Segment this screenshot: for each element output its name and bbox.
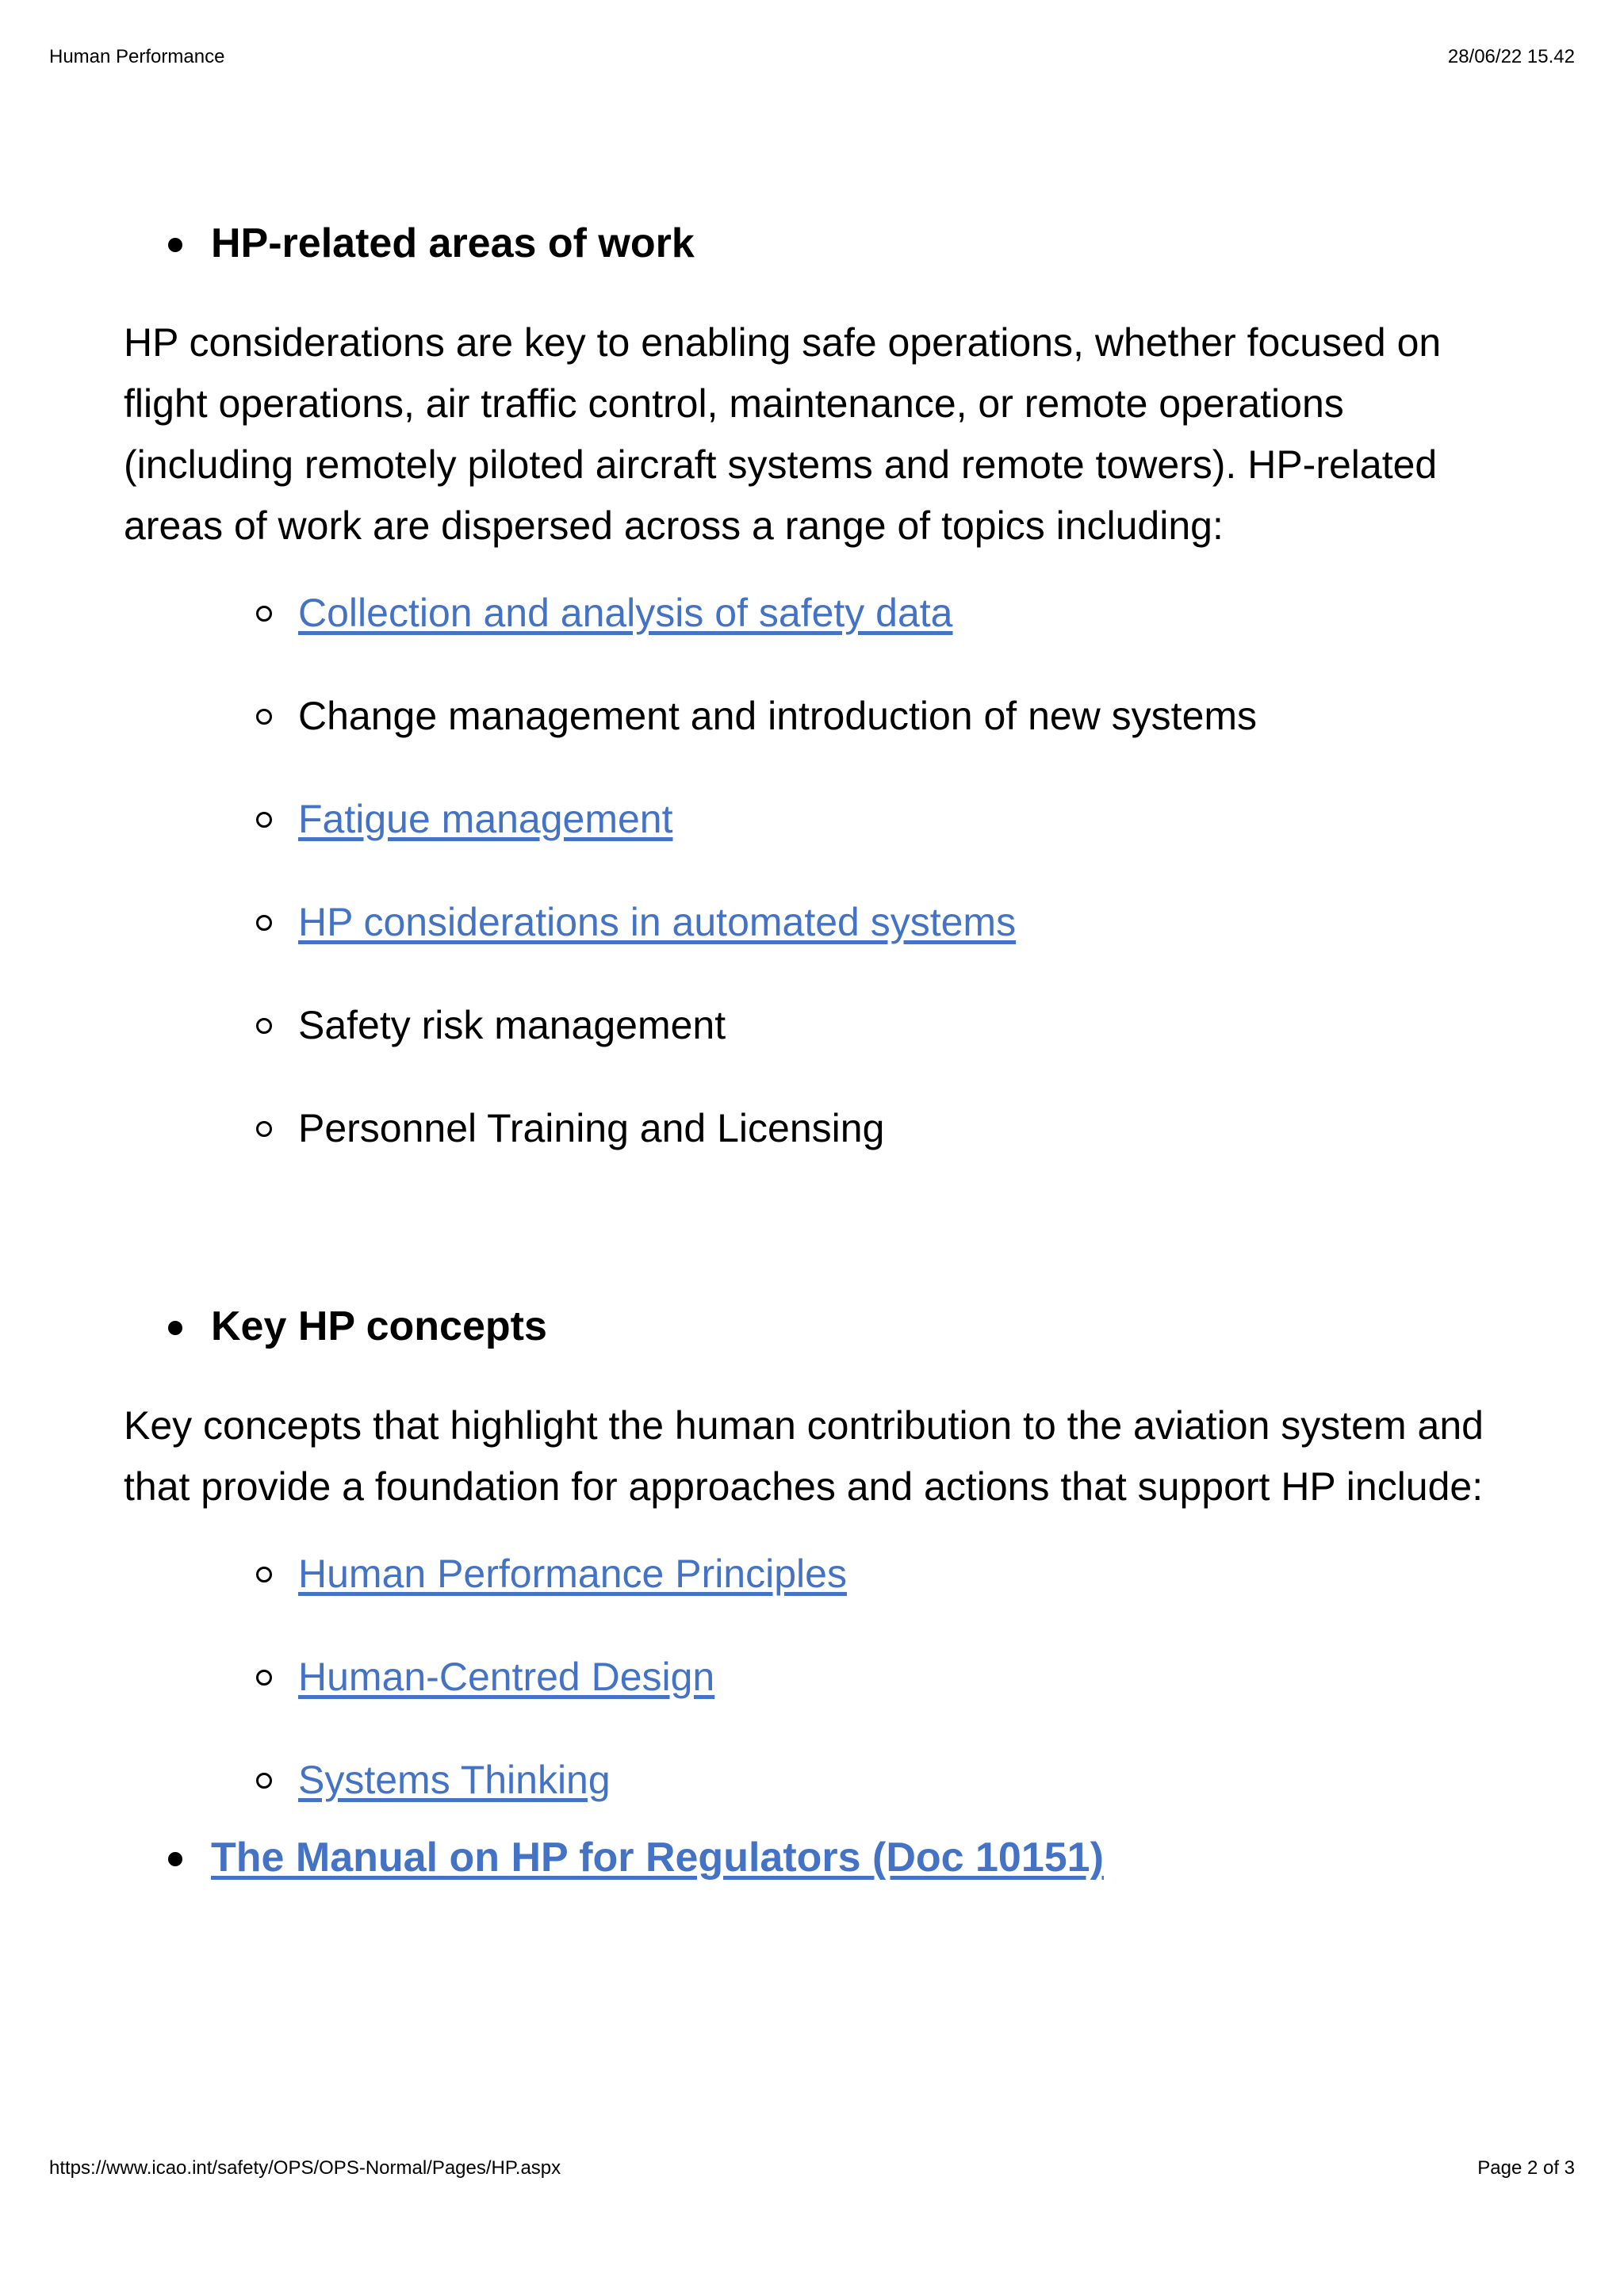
list-item[interactable] [124, 893, 1519, 951]
bullet-circle-icon [256, 1773, 272, 1789]
bullet-disc-icon [168, 1321, 182, 1335]
bullet-circle-icon [256, 1018, 272, 1034]
link-collection-analysis-safety-data[interactable]: Collection and analysis of safety data [298, 591, 953, 635]
key-concepts-list [124, 1544, 1519, 1809]
list-item[interactable] [124, 790, 1519, 848]
hp-areas-list [124, 584, 1519, 1158]
bullet-circle-icon [256, 812, 272, 828]
bullet-disc-icon [168, 238, 182, 252]
bullet-circle-icon [256, 1670, 272, 1686]
list-item[interactable] [124, 1647, 1519, 1706]
header-timestamp: 28/06/22 15.42 [1447, 46, 1575, 67]
link-hp-principles[interactable]: Human Performance Principles [298, 1552, 847, 1596]
bullet-disc-icon [168, 1852, 182, 1866]
section-heading-hp-areas [124, 214, 1519, 273]
section-heading-text: HP-related areas of work [211, 220, 695, 266]
list-item [124, 1099, 1519, 1158]
footer-url: https://www.icao.int/safety/OPS/OPS-Normal/Pages/HP.aspx [49, 2157, 561, 2179]
bullet-circle-icon [256, 915, 272, 931]
link-fatigue-management[interactable]: Fatigue management [298, 797, 673, 841]
section-heading-manual-link[interactable] [124, 1828, 1519, 1887]
page-content [124, 214, 1519, 1887]
list-item[interactable] [124, 584, 1519, 642]
list-item[interactable] [124, 1751, 1519, 1809]
item-change-management: Change management and introduction of new systems [298, 694, 1258, 738]
header-page-title: Human Performance [49, 46, 225, 67]
bullet-circle-icon [256, 1567, 272, 1582]
section-heading-key-concepts [124, 1297, 1519, 1356]
list-item[interactable] [124, 1544, 1519, 1603]
key-concepts-paragraph: Key concepts that highlight the human contribution to the aviation system and that provide a foundation for approaches and actions that support HP include: [124, 1403, 1484, 1509]
link-hp-automated-systems[interactable]: HP considerations in automated systems [298, 900, 1017, 944]
section-spacer [124, 1202, 1519, 1297]
item-personnel-training: Personnel Training and Licensing [298, 1106, 885, 1150]
link-manual-hp-regulators[interactable]: The Manual on HP for Regulators (Doc 10151) [211, 1835, 1104, 1881]
footer-page-number: Page 2 of 3 [1477, 2157, 1575, 2179]
item-safety-risk-management: Safety risk management [298, 1003, 726, 1047]
section-heading-text: Key HP concepts [211, 1303, 547, 1349]
hp-areas-paragraph: HP considerations are key to enabling safe operations, whether focused on flight operations, air traffic control, maintenance, or remote operations (including remotely piloted aircraft systems and remote towers). HP-related areas of work are dispersed across a range of topics including: [124, 320, 1442, 548]
list-item [124, 996, 1519, 1054]
print-header [49, 46, 1575, 68]
list-item [124, 687, 1519, 745]
print-footer [49, 2157, 1575, 2179]
bullet-circle-icon [256, 606, 272, 622]
bullet-circle-icon [256, 1121, 272, 1137]
link-systems-thinking[interactable]: Systems Thinking [298, 1758, 611, 1802]
bullet-circle-icon [256, 709, 272, 725]
link-human-centred-design[interactable]: Human-Centred Design [298, 1655, 715, 1699]
